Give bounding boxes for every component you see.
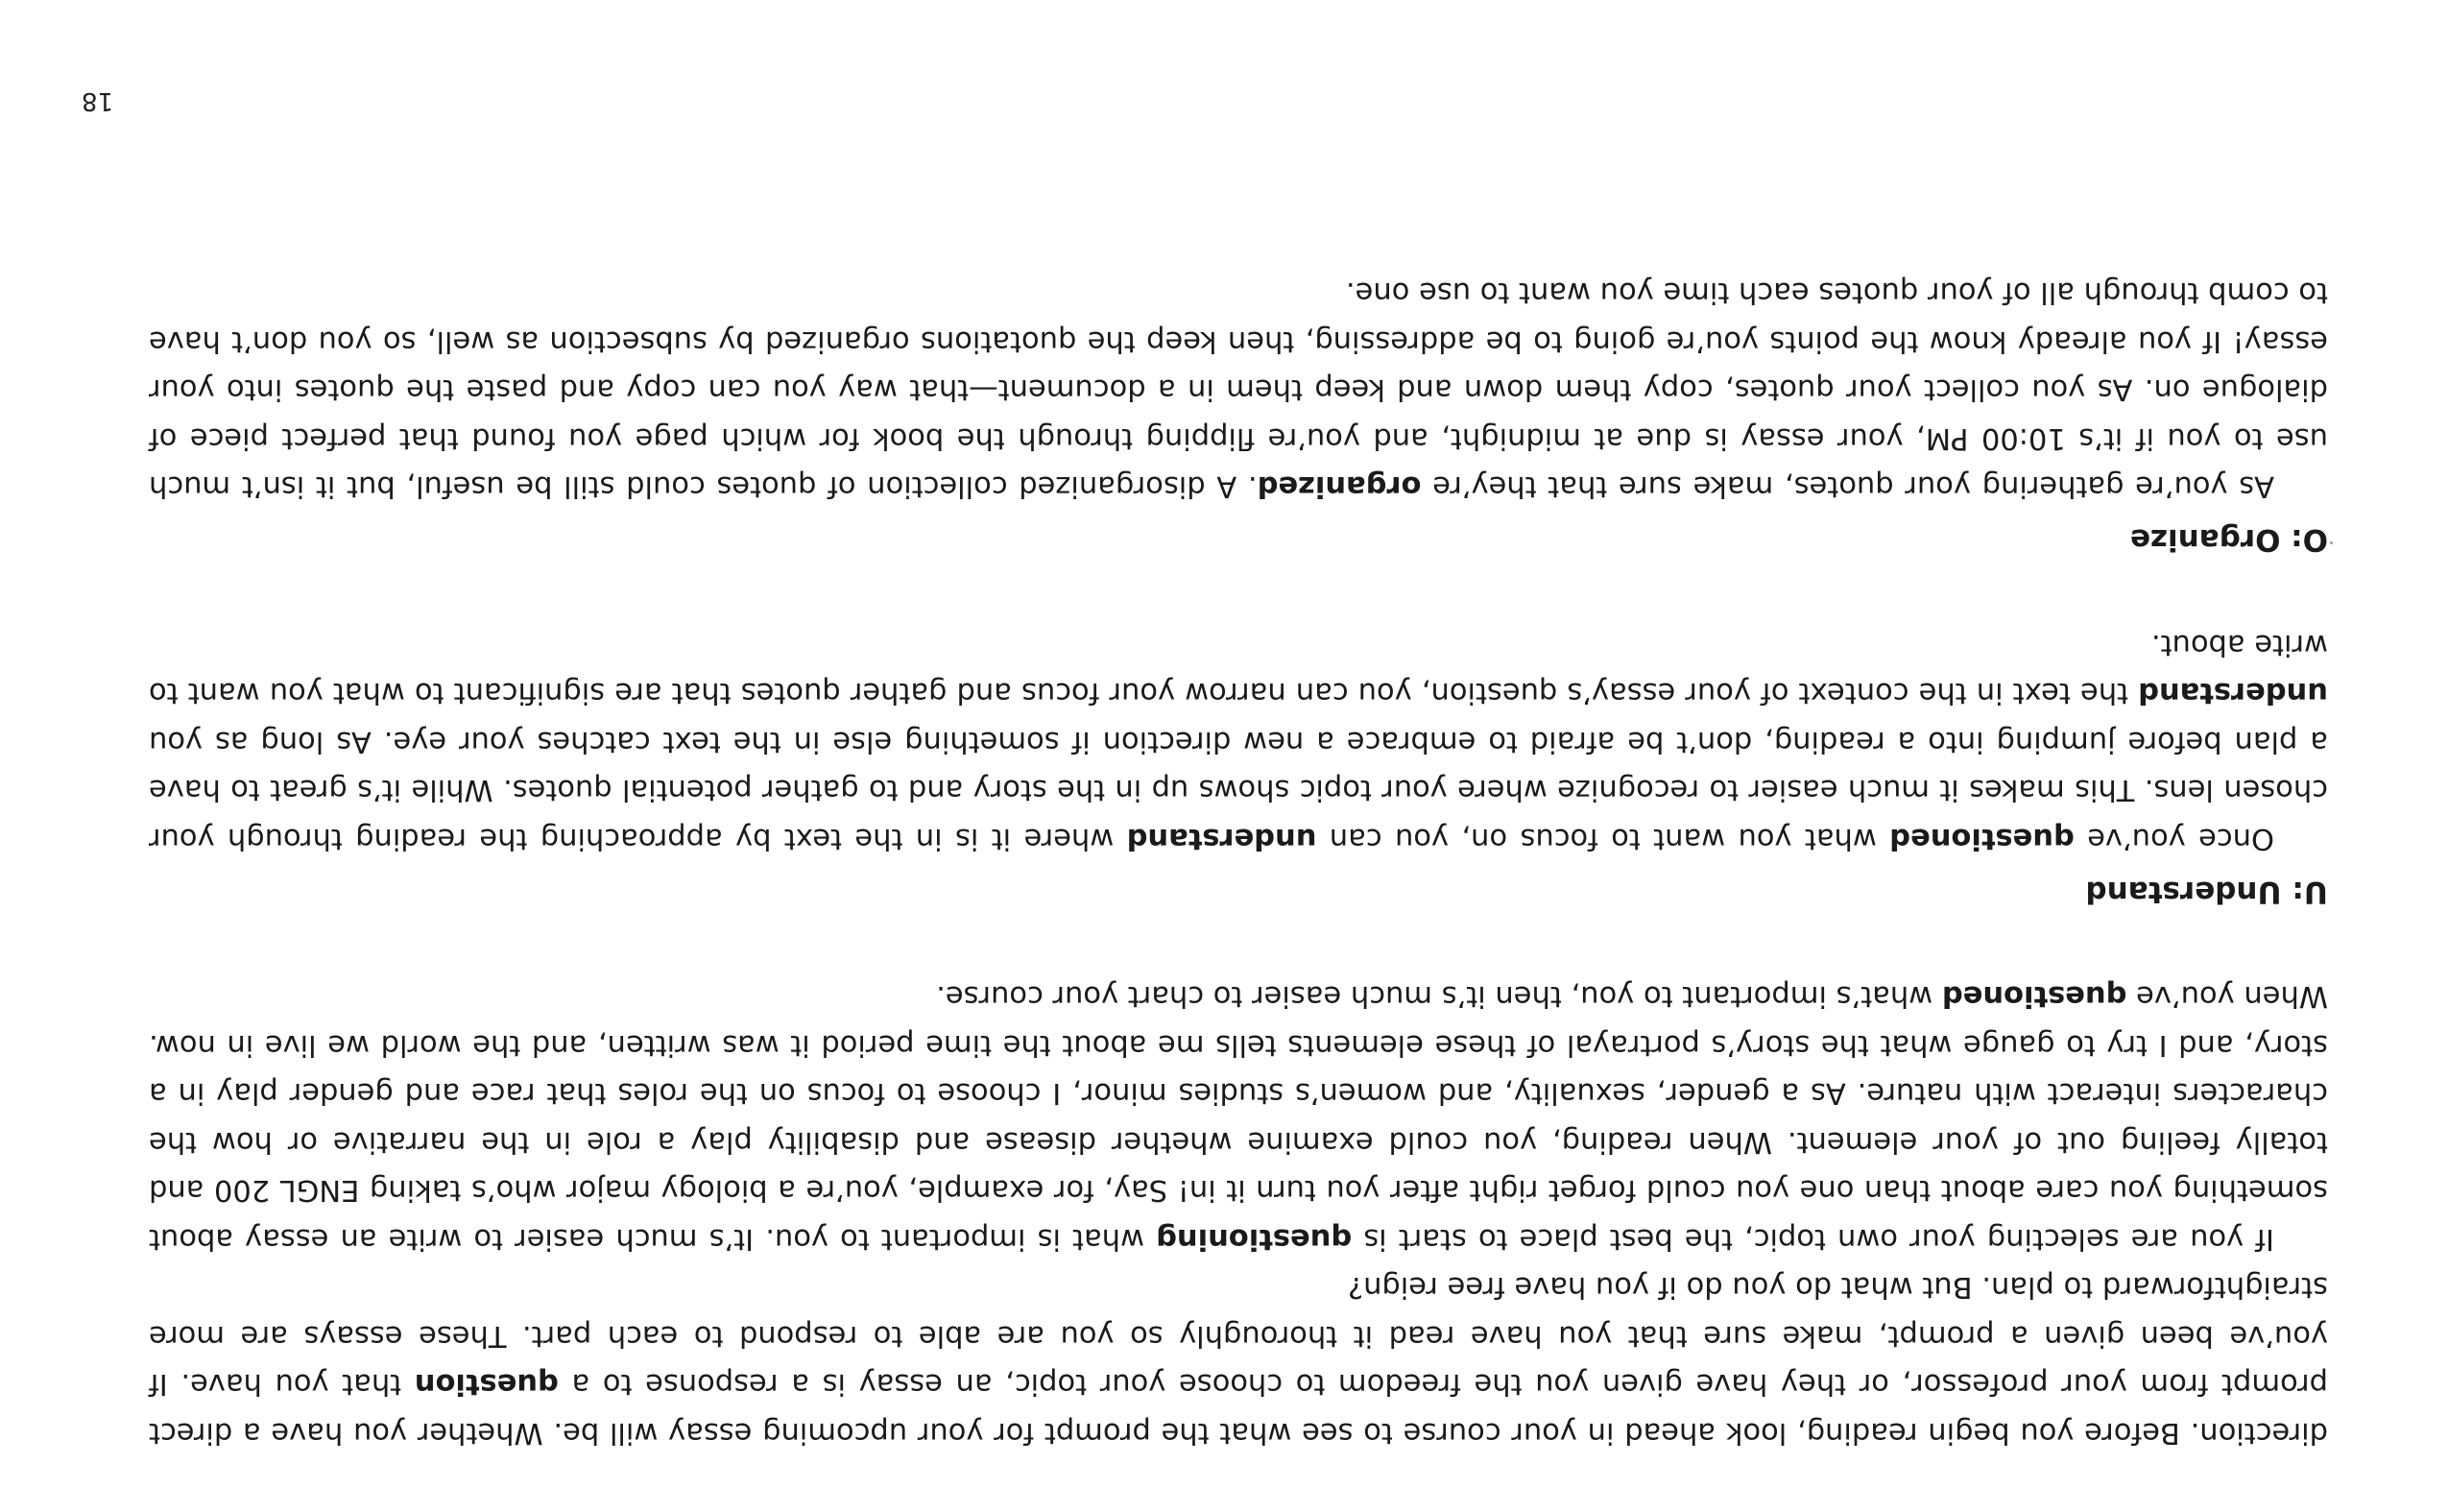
organize-text-1: As you’re gathering your quotes, make sure that they’re bbox=[1421, 469, 2274, 504]
page-body bbox=[149, 268, 2328, 1456]
understand-text-4: the text in the context of your essay’s question, you can narrow your focus and gather quotes that are significant to what you want to write about. bbox=[149, 628, 2328, 710]
keyword-organized: organized bbox=[1257, 469, 1422, 504]
organize-paragraph bbox=[149, 268, 2328, 511]
keyword-understand: understand bbox=[1126, 822, 1317, 855]
keyword-questioned: questioned bbox=[1941, 979, 2127, 1014]
understand-text-1: Once you’ve bbox=[2074, 822, 2274, 855]
keyword-questioning: questioning bbox=[1156, 1222, 1353, 1256]
topic-text-1: If you are selecting your own topic, the best place to start is bbox=[1352, 1222, 2274, 1256]
topic-text-3: what’s important to you, then it’s much easier to chart your course. bbox=[936, 979, 1942, 1014]
understand-paragraph bbox=[149, 620, 2328, 863]
organize-text-2: . A disorganized collection of quotes could still be useful, but it isn’t much use to you if it’s 10:00 PM, your essay is due at midnight, and you’re flipping through the book for which page you found that perfect piece of dialogue on. As you collect your quotes, copy them down and keep them in a document—that way you can copy and paste the quotes into your essay! If you already know the points you’re going to be addressing, then keep the quotations organized by subsection as well, so you don’t have to comb through all of your quotes each time you want to use one. bbox=[149, 276, 2328, 504]
keyword-questioned: questioned bbox=[1889, 822, 2075, 855]
heading-organize: O: Organize bbox=[2129, 522, 2328, 558]
intro-text-1: direction. Before you begin reading, look ahead in your course to see what the prompt for your upcoming essay will be. Whether you have a direct prompt from your professor, or they have given you the freedom to choose your topic, an essay is a response to a bbox=[149, 1367, 2328, 1450]
page-number: 18 bbox=[82, 86, 114, 115]
keyword-understand: understand bbox=[2138, 676, 2328, 710]
topic-text-2: what is important to you. It’s much easier to write an essay about something you care about than one you could forget right after you turn it in! Say, for example, you’re a biology major who’s taking ENGL 200 and totally feeling out of your element. When reading, you could examine whether disease and disability play a role in the narrative or how the characters interact with nature. As a gender, sexuality, and women’s studies minor, I choose to focus on the roles that race and gender play in a story, and I try to gauge what the story’s portrayal of these elements tells me about the time period it was written, and the world we live in now. When you’ve bbox=[149, 979, 2328, 1256]
understand-text-3: where it is in the text by approaching the reading through your chosen lens. This makes it much easier to recognize where your topic shows up in the story and to gather potential quotes. While it’s great to have a plan before jumping into a reading, don’t be afraid to embrace a new direction if something else in the text catches your eye. As long as you bbox=[148, 725, 2328, 855]
intro-text-2: that you have. If you’ve been given a prompt, make sure that you have read it thoroughly so you are able to respond to each part. These essays are more straightforward to plan. But what do you do if you have free reign? bbox=[148, 1270, 2328, 1402]
understand-text-2: what you want to focus on, you can bbox=[1316, 822, 1890, 855]
keyword-question: question bbox=[414, 1367, 559, 1402]
topic-paragraph bbox=[149, 972, 2328, 1262]
intro-paragraph bbox=[149, 1262, 2328, 1456]
heading-understand: U: Understand bbox=[2085, 875, 2328, 909]
scan-speck bbox=[2330, 541, 2333, 544]
